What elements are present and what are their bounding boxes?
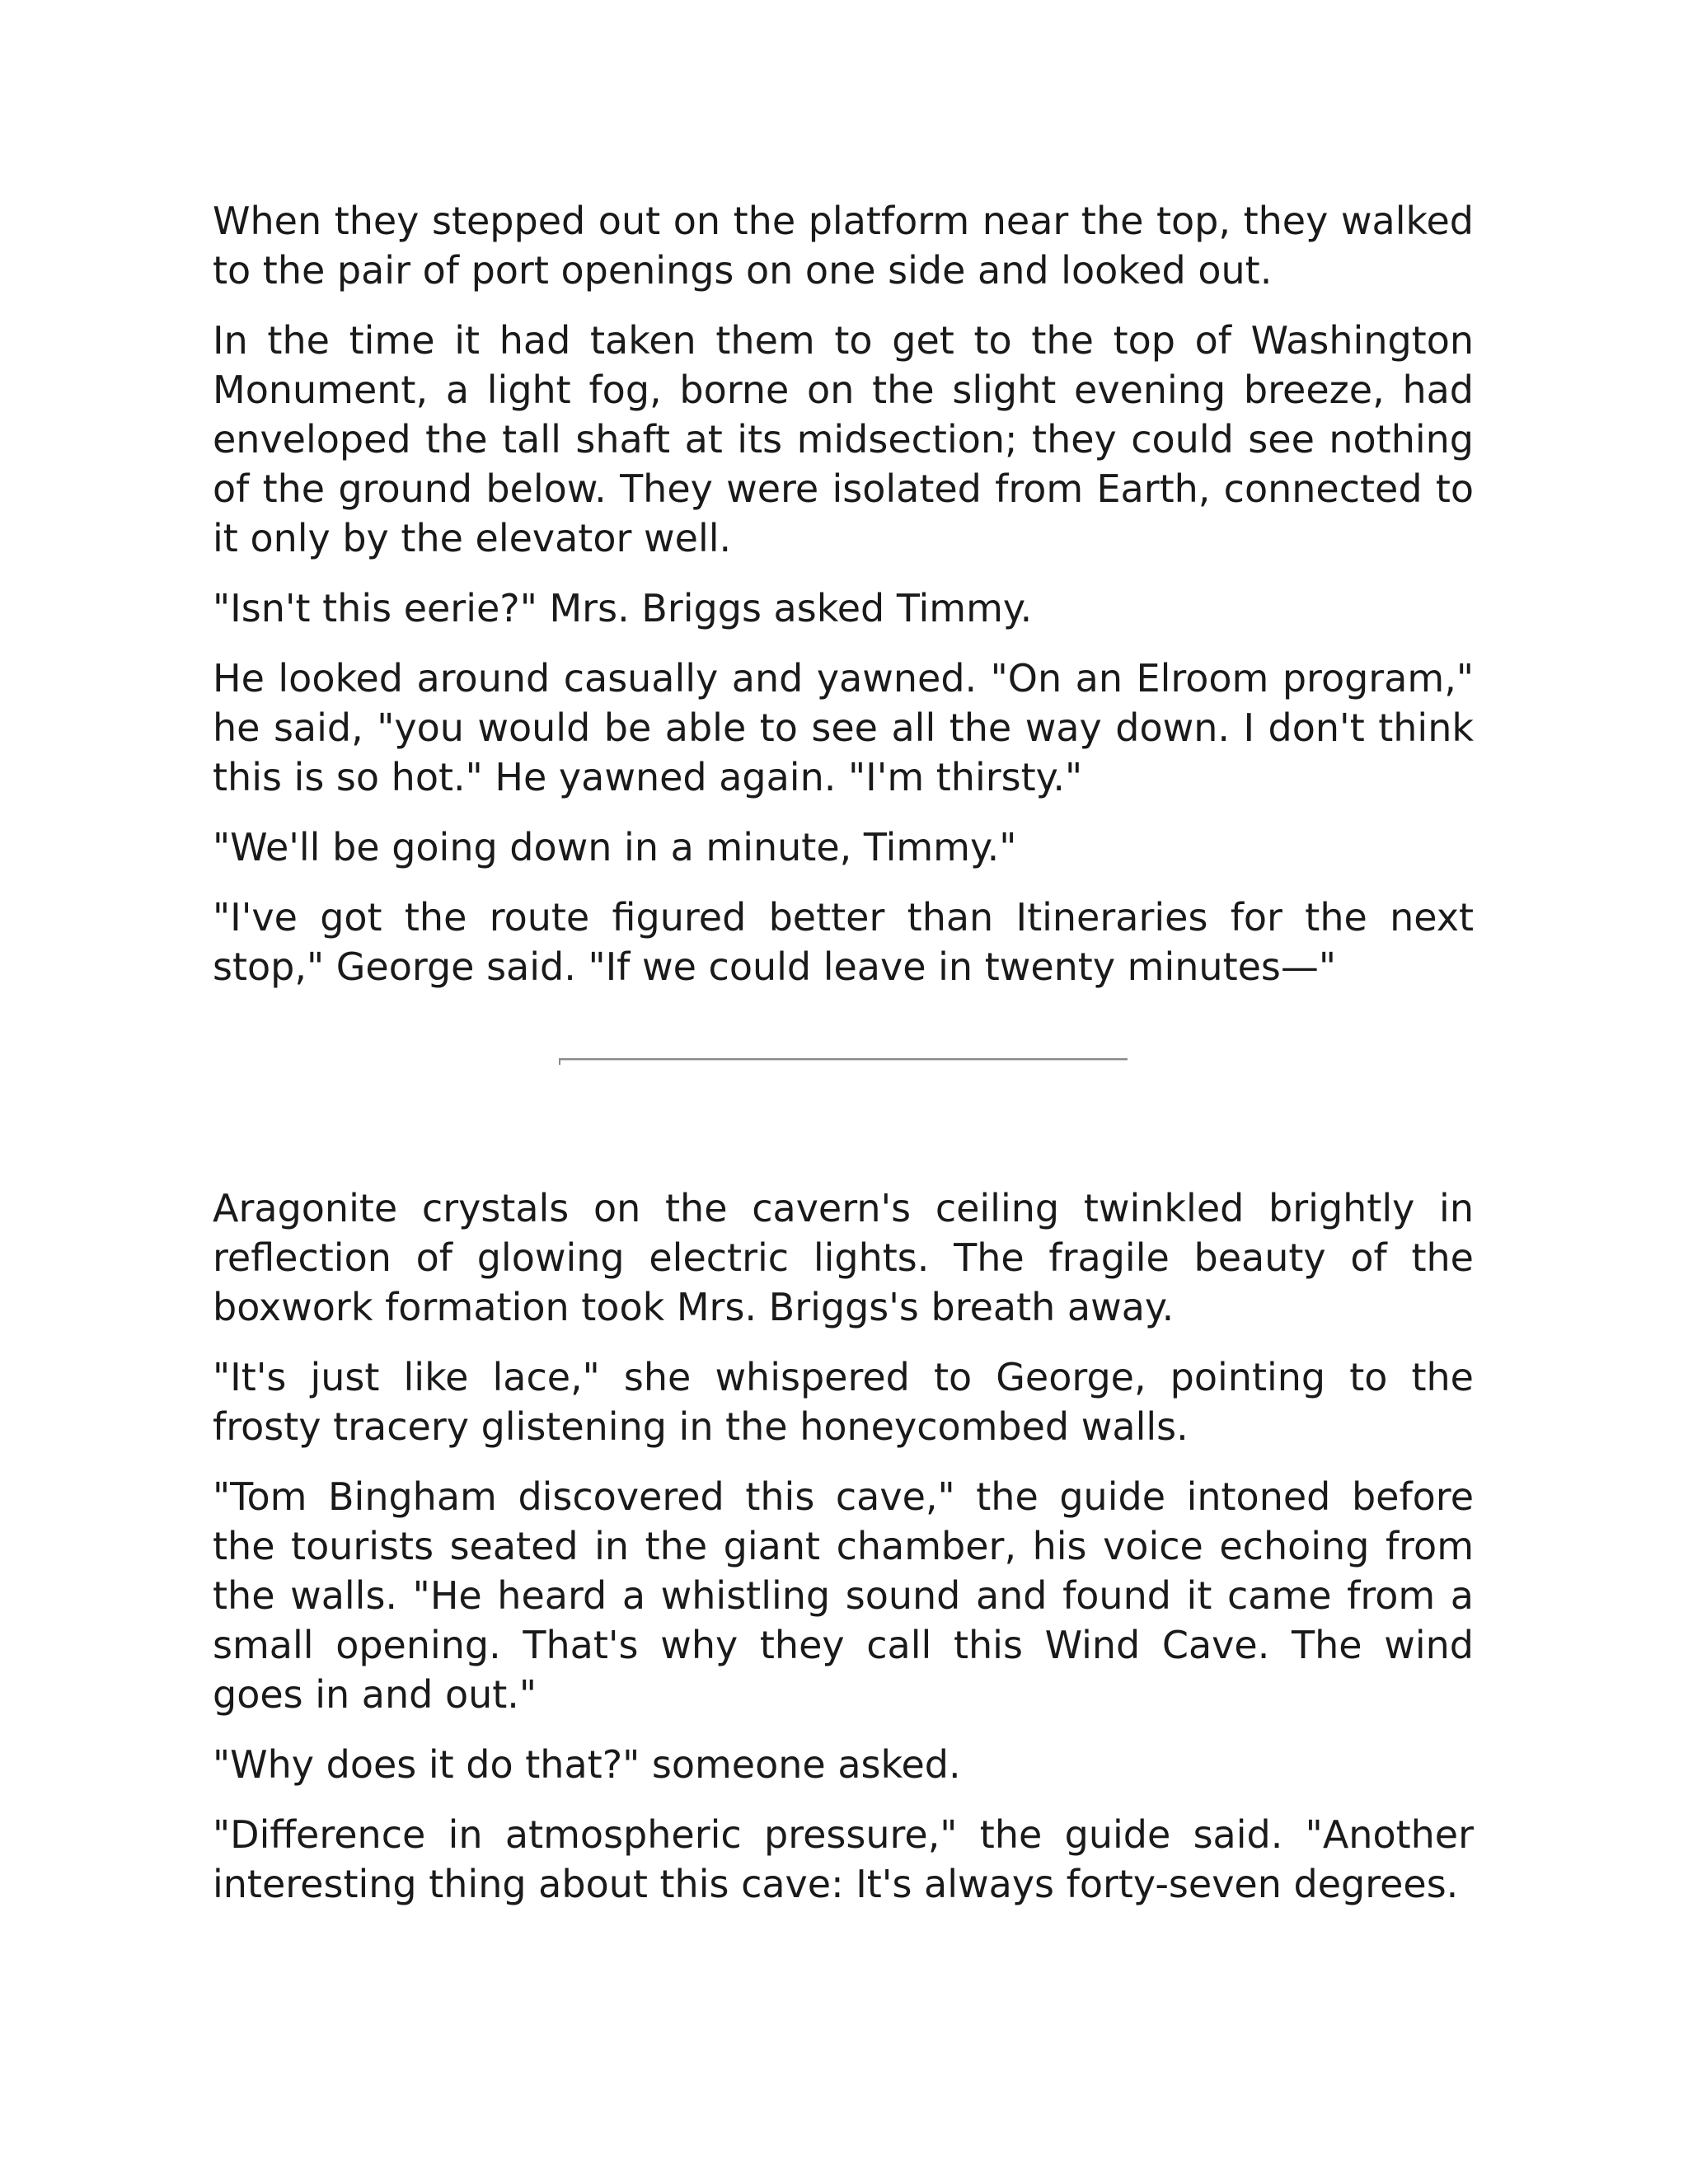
section-cave	[213, 1183, 1474, 1909]
paragraph: "Tom Bingham discovered this cave," the guide intoned before the tourists seated in the giant chamber, his voice echoing from the walls. "He heard a whistling sound and found it came from a small opening. That's why they call this Wind Cave. The wind goes in and out."	[213, 1474, 1474, 1717]
paragraph: "Difference in atmospheric pressure," the guide said. "Another interesting thing about this cave: It's always forty-seven degrees.	[213, 1812, 1474, 1906]
paragraph: "It's just like lace," she whispered to George, pointing to the frosty tracery glistening in the honeycombed walls.	[213, 1355, 1474, 1449]
paragraph: "We'll be going down in a minute, Timmy."	[213, 825, 1017, 869]
section-monument	[213, 196, 1474, 991]
paragraph: "I've got the route figured better than Itineraries for the next stop," George said. "If we could leave in twenty minutes—"	[213, 895, 1474, 989]
paragraph: In the time it had taken them to get to the top of Washington Monument, a light fog, borne on the slight evening breeze, had enveloped the tall shaft at its midsection; they could see nothing of the ground below. They were isolated from Earth, connected to it only by the elevator well.	[213, 318, 1474, 560]
document-page	[213, 196, 1474, 1929]
paragraph: Aragonite crystals on the cavern's ceiling twinkled brightly in reflection of glowing electric lights. The fragile beauty of the boxwork formation took Mrs. Briggs's breath away.	[213, 1186, 1474, 1329]
paragraph: He looked around casually and yawned. "On an Elroom program," he said, "you would be able to see all the way down. I don't think this is so hot." He yawned again. "I'm thirsty."	[213, 656, 1474, 799]
paragraph: "Isn't this eerie?" Mrs. Briggs asked Timmy.	[213, 586, 1033, 630]
paragraph: "Why does it do that?" someone asked.	[213, 1742, 961, 1787]
paragraph: When they stepped out on the platform near the top, they walked to the pair of port openings on one side and looked out.	[213, 199, 1474, 293]
section-divider	[213, 1012, 1474, 1183]
horizontal-rule	[559, 1058, 1128, 1060]
